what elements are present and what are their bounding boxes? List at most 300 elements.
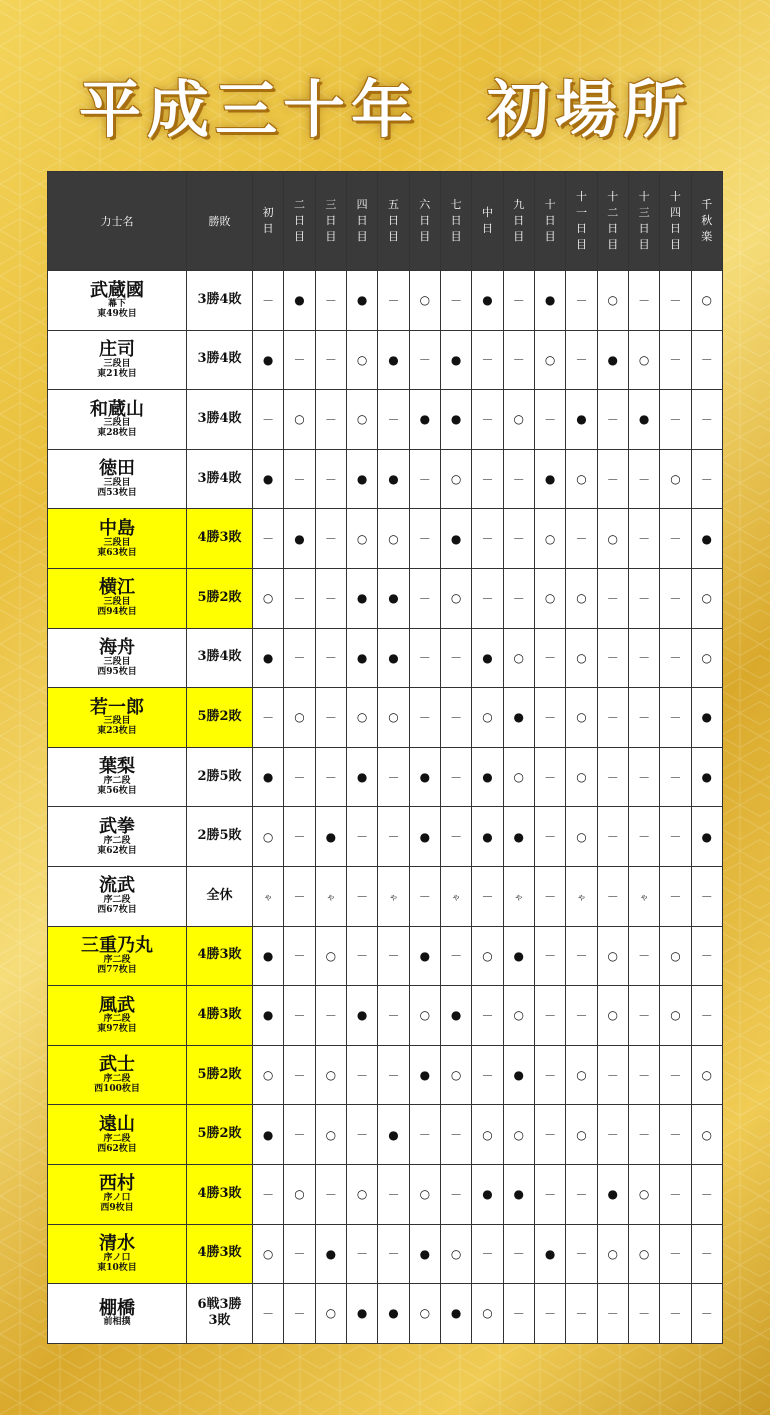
rikishi-cell [48, 1045, 187, 1105]
day-result-7: － [440, 688, 471, 748]
header-day-5: 五 日 目 [378, 172, 409, 271]
rikishi-name: 遠山 [99, 1113, 135, 1135]
day-result-4: ○ [346, 390, 377, 450]
day-result-1: ● [253, 926, 284, 986]
rikishi-cell [48, 747, 187, 807]
table-row [48, 271, 723, 331]
rikishi-cell [48, 926, 187, 986]
table-row [48, 1105, 723, 1165]
day-result-3: ○ [315, 926, 346, 986]
day-result-7: － [440, 747, 471, 807]
day-result-15: － [691, 866, 722, 926]
day-result-2: － [284, 1045, 315, 1105]
day-result-4: ○ [346, 688, 377, 748]
day-result-14: － [660, 509, 691, 569]
day-result-9: － [503, 509, 534, 569]
day-result-8: ● [472, 628, 503, 688]
day-result-9: ○ [503, 986, 534, 1046]
day-result-13: － [628, 1284, 659, 1344]
day-result-5: － [378, 807, 409, 867]
rikishi-rank: 東49枚目 [97, 309, 137, 320]
day-result-12: ○ [597, 271, 628, 331]
table-row [48, 807, 723, 867]
table-row [48, 926, 723, 986]
day-result-7: － [440, 807, 471, 867]
day-result-11: ○ [566, 688, 597, 748]
day-result-14: － [660, 568, 691, 628]
header-rikishi-name: 力士名 [48, 172, 187, 271]
day-result-2: － [284, 1105, 315, 1165]
day-result-4: ○ [346, 1164, 377, 1224]
record-cell: 4勝3敗 [187, 509, 253, 569]
header-day-3: 三 日 目 [315, 172, 346, 271]
day-result-2: ○ [284, 390, 315, 450]
table-row [48, 330, 723, 390]
day-result-8: － [472, 509, 503, 569]
day-result-5: ○ [378, 509, 409, 569]
day-result-2: ○ [284, 1164, 315, 1224]
day-result-13: ○ [628, 1164, 659, 1224]
day-result-9: ● [503, 1164, 534, 1224]
day-result-10: － [534, 986, 565, 1046]
day-result-3: － [315, 688, 346, 748]
day-result-1: － [253, 390, 284, 450]
day-result-8: ○ [472, 926, 503, 986]
rikishi-division: 序二段 [103, 835, 131, 846]
day-result-6: ○ [409, 1284, 440, 1344]
day-result-15: － [691, 330, 722, 390]
day-result-7: ○ [440, 568, 471, 628]
rikishi-division: 三段目 [103, 418, 131, 429]
rikishi-rank: 東62枚目 [97, 845, 137, 856]
header-day-14: 十 四 日 目 [660, 172, 691, 271]
day-result-4: ● [346, 747, 377, 807]
day-result-6: － [409, 509, 440, 569]
rikishi-division: 幕下 [107, 299, 126, 310]
day-result-12: － [597, 747, 628, 807]
record-cell: 4勝3敗 [187, 1224, 253, 1284]
day-result-15: ● [691, 807, 722, 867]
table-row [48, 1164, 723, 1224]
table-row [48, 1045, 723, 1105]
day-result-11: － [566, 1224, 597, 1284]
day-result-15: ● [691, 509, 722, 569]
day-result-4: ● [346, 1284, 377, 1344]
day-result-15: － [691, 1224, 722, 1284]
day-result-11: ● [566, 390, 597, 450]
day-result-8: － [472, 390, 503, 450]
day-result-7: ○ [440, 1224, 471, 1284]
day-result-4: － [346, 807, 377, 867]
record-cell: 2勝5敗 [187, 747, 253, 807]
table-row [48, 986, 723, 1046]
day-result-1: ● [253, 330, 284, 390]
day-result-2: － [284, 926, 315, 986]
day-result-2: ● [284, 271, 315, 331]
day-result-6: ● [409, 1224, 440, 1284]
day-result-7: － [440, 1164, 471, 1224]
day-result-3: － [315, 509, 346, 569]
day-result-12: － [597, 1045, 628, 1105]
day-result-9: － [503, 568, 534, 628]
day-result-15: ○ [691, 271, 722, 331]
day-result-13: － [628, 986, 659, 1046]
day-result-15: ○ [691, 1105, 722, 1165]
rikishi-rank: 東28枚目 [97, 428, 137, 439]
day-result-8: － [472, 986, 503, 1046]
day-result-10: － [534, 1045, 565, 1105]
table-row [48, 688, 723, 748]
rikishi-rank: 東97枚目 [97, 1024, 137, 1035]
day-result-8: － [472, 568, 503, 628]
rikishi-cell [48, 330, 187, 390]
day-result-9: － [503, 271, 534, 331]
rikishi-division: 序二段 [103, 895, 131, 906]
record-cell: 3勝4敗 [187, 449, 253, 509]
rikishi-cell [48, 688, 187, 748]
day-result-14: － [660, 1164, 691, 1224]
day-result-13: － [628, 747, 659, 807]
header-row [48, 172, 723, 271]
rikishi-name: 横江 [99, 577, 135, 599]
rikishi-rank: 東56枚目 [97, 785, 137, 796]
rikishi-name: 武蔵國 [90, 279, 144, 301]
day-result-6: － [409, 330, 440, 390]
day-result-9: ● [503, 926, 534, 986]
rikishi-name: 西村 [99, 1173, 135, 1195]
day-result-14: － [660, 807, 691, 867]
day-result-3: ○ [315, 1105, 346, 1165]
day-result-2: － [284, 747, 315, 807]
day-result-15: ● [691, 747, 722, 807]
day-result-3: － [315, 986, 346, 1046]
header-day-9: 九 日 目 [503, 172, 534, 271]
record-cell: 5勝2敗 [187, 1105, 253, 1165]
day-result-8: ○ [472, 1105, 503, 1165]
day-result-5: ● [378, 568, 409, 628]
header-day-10: 十 日 目 [534, 172, 565, 271]
day-result-15: － [691, 390, 722, 450]
day-result-7: － [440, 926, 471, 986]
day-result-1: ● [253, 628, 284, 688]
day-result-5: － [378, 1224, 409, 1284]
rikishi-cell [48, 1284, 187, 1344]
day-result-5: ● [378, 628, 409, 688]
header-day-4: 四 日 目 [346, 172, 377, 271]
day-result-7: － [440, 628, 471, 688]
day-result-5: ○ [378, 688, 409, 748]
day-result-4: － [346, 926, 377, 986]
day-result-10: － [534, 688, 565, 748]
day-result-10: － [534, 807, 565, 867]
header-day-12: 十 二 日 目 [597, 172, 628, 271]
day-result-4: ○ [346, 330, 377, 390]
rikishi-rank: 東63枚目 [97, 547, 137, 558]
day-result-15: ○ [691, 1045, 722, 1105]
day-result-14: － [660, 1105, 691, 1165]
day-result-5: － [378, 747, 409, 807]
day-result-10: － [534, 390, 565, 450]
rikishi-name: 流武 [99, 875, 135, 897]
rikishi-cell [48, 449, 187, 509]
day-result-4: － [346, 866, 377, 926]
rikishi-cell [48, 628, 187, 688]
day-result-12: － [597, 628, 628, 688]
day-result-6: ● [409, 390, 440, 450]
page-title: 平成三十年 初場所 [78, 73, 691, 146]
day-result-15: ○ [691, 568, 722, 628]
day-result-15: ● [691, 688, 722, 748]
day-result-11: － [566, 986, 597, 1046]
day-result-8: ● [472, 271, 503, 331]
rikishi-rank: 西62枚目 [97, 1143, 137, 1154]
day-result-10: ● [534, 449, 565, 509]
day-result-3: － [315, 390, 346, 450]
rikishi-division: 序ノ口 [103, 1193, 131, 1204]
rikishi-cell [48, 986, 187, 1046]
day-result-9: － [503, 1224, 534, 1284]
rikishi-division: 三段目 [103, 656, 131, 667]
day-result-2: － [284, 1224, 315, 1284]
rikishi-division: 序二段 [103, 1074, 131, 1085]
day-result-15: － [691, 1164, 722, 1224]
rikishi-division: 前相撲 [103, 1317, 131, 1328]
day-result-10: ● [534, 271, 565, 331]
day-result-7: ● [440, 509, 471, 569]
day-result-12: － [597, 807, 628, 867]
day-result-5: ● [378, 1284, 409, 1344]
day-result-12: ○ [597, 1224, 628, 1284]
rikishi-cell [48, 568, 187, 628]
day-result-14: － [660, 866, 691, 926]
day-result-15: ○ [691, 628, 722, 688]
day-result-12: － [597, 866, 628, 926]
rikishi-name: 中島 [99, 517, 135, 539]
rikishi-division: 序二段 [103, 1014, 131, 1025]
rikishi-name: 風武 [99, 994, 135, 1016]
rikishi-cell [48, 1105, 187, 1165]
day-result-12: － [597, 390, 628, 450]
day-result-4: － [346, 1105, 377, 1165]
day-result-11: ○ [566, 807, 597, 867]
day-result-1: － [253, 1284, 284, 1344]
day-result-5: － [378, 1045, 409, 1105]
day-result-1: － [253, 1164, 284, 1224]
day-result-4: ● [346, 986, 377, 1046]
rikishi-cell [48, 866, 187, 926]
day-result-5: － [378, 1164, 409, 1224]
day-result-8: ● [472, 807, 503, 867]
record-cell: 6戦3勝 3敗 [187, 1284, 253, 1344]
rikishi-rank: 西67枚目 [97, 905, 137, 916]
day-result-13: ○ [628, 1224, 659, 1284]
day-result-3: ○ [315, 1045, 346, 1105]
day-result-10: － [534, 628, 565, 688]
day-result-10: － [534, 1105, 565, 1165]
day-result-9: ○ [503, 390, 534, 450]
day-result-2: ● [284, 509, 315, 569]
record-cell: 3勝4敗 [187, 628, 253, 688]
day-result-14: － [660, 1224, 691, 1284]
rikishi-division: 三段目 [103, 478, 131, 489]
day-result-4: ● [346, 628, 377, 688]
day-result-14: － [660, 1045, 691, 1105]
day-result-7: ● [440, 986, 471, 1046]
day-result-9: － [503, 1284, 534, 1344]
rikishi-name: 和蔵山 [90, 398, 144, 420]
day-result-8: ○ [472, 1284, 503, 1344]
rikishi-cell [48, 1164, 187, 1224]
day-result-2: － [284, 330, 315, 390]
day-result-6: － [409, 866, 440, 926]
rikishi-name: 棚橋 [99, 1297, 135, 1319]
day-result-11: ゃ [566, 866, 597, 926]
day-result-2: － [284, 568, 315, 628]
rikishi-rank: 西94枚目 [97, 607, 137, 618]
day-result-11: － [566, 1164, 597, 1224]
day-result-1: ○ [253, 807, 284, 867]
day-result-1: ○ [253, 568, 284, 628]
rikishi-name: 清水 [99, 1233, 135, 1254]
day-result-5: ● [378, 330, 409, 390]
day-result-2: ○ [284, 688, 315, 748]
day-result-11: ○ [566, 1105, 597, 1165]
day-result-14: － [660, 390, 691, 450]
record-cell: 4勝3敗 [187, 986, 253, 1046]
day-result-9: ● [503, 807, 534, 867]
day-result-7: － [440, 1105, 471, 1165]
day-result-3: ● [315, 1224, 346, 1284]
day-result-3: － [315, 330, 346, 390]
day-result-11: － [566, 926, 597, 986]
day-result-11: － [566, 509, 597, 569]
table-row [48, 1284, 723, 1344]
day-result-5: － [378, 390, 409, 450]
day-result-9: － [503, 330, 534, 390]
day-result-11: ○ [566, 747, 597, 807]
day-result-3: － [315, 271, 346, 331]
day-result-14: － [660, 628, 691, 688]
day-result-6: － [409, 688, 440, 748]
day-result-4: ● [346, 449, 377, 509]
day-result-2: － [284, 807, 315, 867]
rikishi-division: 序ノ口 [103, 1252, 131, 1263]
day-result-7: ゃ [440, 866, 471, 926]
day-result-11: － [566, 271, 597, 331]
header-day-11: 十 一 日 目 [566, 172, 597, 271]
day-result-15: － [691, 1284, 722, 1344]
day-result-2: － [284, 449, 315, 509]
rikishi-rank: 西77枚目 [97, 964, 137, 975]
day-result-12: － [597, 449, 628, 509]
day-result-15: － [691, 986, 722, 1046]
day-result-9: ○ [503, 747, 534, 807]
header-day-8: 中 日 [472, 172, 503, 271]
header-day-6: 六 日 目 [409, 172, 440, 271]
record-cell: 5勝2敗 [187, 1045, 253, 1105]
day-result-4: － [346, 1224, 377, 1284]
day-result-14: － [660, 330, 691, 390]
rikishi-cell [48, 509, 187, 569]
day-result-8: ○ [472, 688, 503, 748]
rikishi-rank: 西53枚目 [97, 487, 137, 498]
rikishi-cell [48, 1224, 187, 1284]
rikishi-rank: 西100枚目 [94, 1083, 140, 1094]
day-result-8: － [472, 1045, 503, 1105]
day-result-3: － [315, 1164, 346, 1224]
day-result-15: － [691, 926, 722, 986]
rikishi-name: 武拳 [99, 815, 135, 837]
rikishi-cell [48, 807, 187, 867]
rikishi-rank: 東21枚目 [97, 368, 137, 379]
day-result-13: － [628, 807, 659, 867]
day-result-3: ● [315, 807, 346, 867]
rikishi-name: 庄司 [99, 339, 135, 361]
day-result-5: － [378, 986, 409, 1046]
day-result-9: ● [503, 688, 534, 748]
day-result-13: － [628, 568, 659, 628]
rikishi-cell [48, 390, 187, 450]
rikishi-division: 三段目 [103, 597, 131, 608]
table-row [48, 747, 723, 807]
day-result-6: － [409, 449, 440, 509]
day-result-8: － [472, 866, 503, 926]
day-result-3: ○ [315, 1284, 346, 1344]
day-result-13: － [628, 628, 659, 688]
day-result-13: ○ [628, 330, 659, 390]
table-row [48, 1224, 723, 1284]
day-result-8: － [472, 330, 503, 390]
day-result-13: － [628, 509, 659, 569]
day-result-8: － [472, 449, 503, 509]
rikishi-name: 武士 [99, 1054, 135, 1076]
day-result-10: ○ [534, 330, 565, 390]
record-cell: 4勝3敗 [187, 926, 253, 986]
header-record: 勝敗 [187, 172, 253, 271]
day-result-12: ○ [597, 926, 628, 986]
day-result-13: － [628, 1045, 659, 1105]
day-result-2: － [284, 866, 315, 926]
day-result-8: ● [472, 747, 503, 807]
day-result-13: － [628, 926, 659, 986]
day-result-6: ○ [409, 986, 440, 1046]
record-cell: 5勝2敗 [187, 688, 253, 748]
day-result-13: － [628, 271, 659, 331]
results-table [47, 171, 723, 1344]
day-result-9: ゃ [503, 866, 534, 926]
day-result-11: － [566, 1284, 597, 1344]
table-row [48, 866, 723, 926]
day-result-5: － [378, 271, 409, 331]
day-result-1: ● [253, 1105, 284, 1165]
rikishi-division: 序二段 [103, 954, 131, 965]
rikishi-name: 徳田 [99, 458, 135, 480]
day-result-14: ○ [660, 986, 691, 1046]
day-result-13: － [628, 688, 659, 748]
day-result-6: － [409, 1105, 440, 1165]
day-result-15: － [691, 449, 722, 509]
day-result-9: ○ [503, 1105, 534, 1165]
header-day-2: 二 日 目 [284, 172, 315, 271]
day-result-1: － [253, 509, 284, 569]
day-result-6: ● [409, 807, 440, 867]
day-result-1: ● [253, 449, 284, 509]
record-cell: 2勝5敗 [187, 807, 253, 867]
day-result-11: ○ [566, 1045, 597, 1105]
day-result-10: ● [534, 1224, 565, 1284]
day-result-4: ● [346, 568, 377, 628]
day-result-5: ● [378, 1105, 409, 1165]
